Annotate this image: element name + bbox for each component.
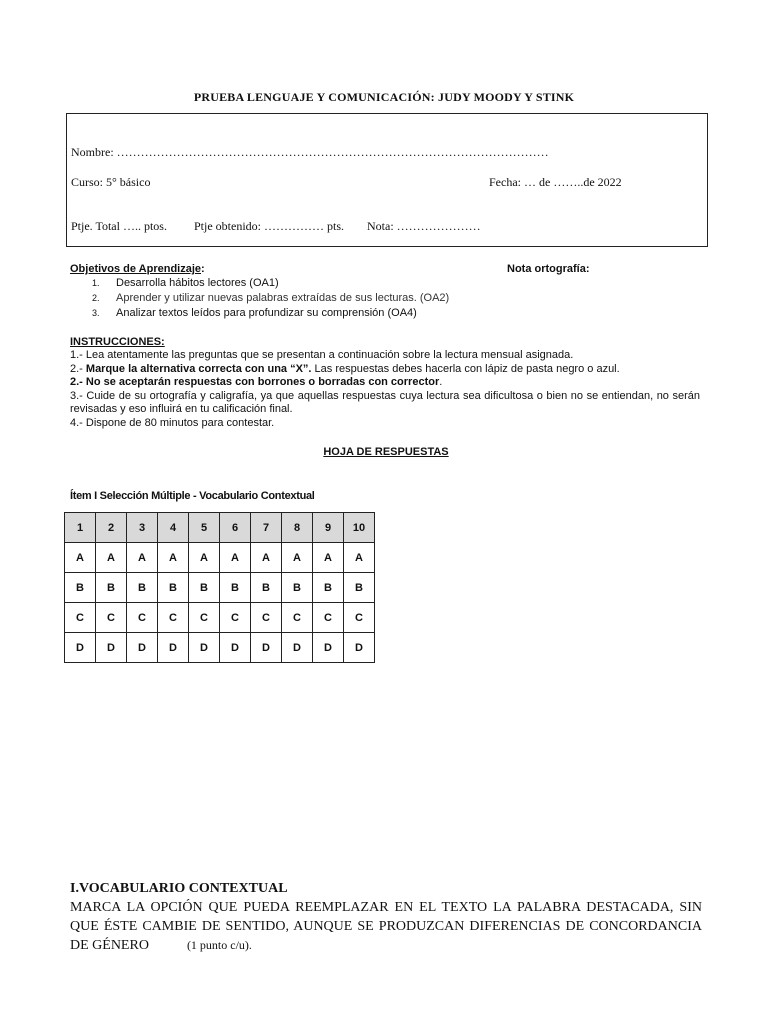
answer-cell[interactable]: D (127, 633, 158, 663)
answer-cell[interactable]: A (344, 543, 375, 573)
answer-cell[interactable]: A (65, 543, 96, 573)
instruction-3: 2.- No se aceptarán respuestas con borrones o borradas con corrector. (70, 376, 443, 388)
question-number: 4 (158, 513, 189, 543)
answer-cell[interactable]: B (65, 573, 96, 603)
answer-cell[interactable]: A (96, 543, 127, 573)
page-title: PRUEBA LENGUAJE Y COMUNICACIÓN: JUDY MOODY Y STINK (193, 90, 575, 104)
answer-cell[interactable]: D (344, 633, 375, 663)
answer-row-d (65, 633, 375, 663)
answer-cell[interactable]: C (344, 603, 375, 633)
answer-cell[interactable]: D (220, 633, 251, 663)
nombre-field[interactable]: Nombre: ……………………………………………………………………………………………… (71, 145, 549, 159)
instrucciones-list (70, 349, 700, 430)
answer-cell[interactable]: D (158, 633, 189, 663)
question-number: 3 (127, 513, 158, 543)
answer-cell[interactable]: A (127, 543, 158, 573)
answer-row-a (65, 543, 375, 573)
answer-table-header (65, 513, 375, 543)
question-number: 5 (189, 513, 220, 543)
question-number: 10 (344, 513, 375, 543)
answer-cell[interactable]: B (158, 573, 189, 603)
answer-cell[interactable]: C (251, 603, 282, 633)
instruction-5: 4.- Dispone de 80 minutos para contestar. (70, 416, 275, 429)
answer-cell[interactable]: C (189, 603, 220, 633)
answer-cell[interactable]: D (313, 633, 344, 663)
instruction-2: 2.- Marque la alternativa correcta con una “X”. Las respuestas debes hacerla con lápiz de pasta negro o azul. (70, 362, 620, 375)
answer-cell[interactable]: C (127, 603, 158, 633)
answer-table (64, 512, 375, 663)
answer-cell[interactable]: C (96, 603, 127, 633)
answer-cell[interactable]: B (313, 573, 344, 603)
answer-row-b (65, 573, 375, 603)
answer-cell[interactable]: D (189, 633, 220, 663)
answer-cell[interactable]: D (282, 633, 313, 663)
answer-cell[interactable]: B (96, 573, 127, 603)
section-title: I.VOCABULARIO CONTEXTUAL (70, 881, 288, 896)
fecha-field[interactable]: Fecha: … de ……..de 2022 (489, 175, 622, 189)
section-instructions (70, 898, 702, 955)
answer-cell[interactable]: B (220, 573, 251, 603)
answer-cell[interactable]: C (65, 603, 96, 633)
answer-cell[interactable]: C (220, 603, 251, 633)
ptje-total-field: Ptje. Total ….. ptos. (71, 219, 167, 233)
ptje-obtenido-field: Ptje obtenido: …………… pts. (194, 219, 344, 233)
question-number: 9 (313, 513, 344, 543)
answer-cell[interactable]: A (220, 543, 251, 573)
answer-cell[interactable]: D (251, 633, 282, 663)
question-number: 8 (282, 513, 313, 543)
answer-cell[interactable]: A (251, 543, 282, 573)
instrucciones-heading: INSTRUCCIONES: (70, 336, 165, 348)
nota-ortografia-label: Nota ortografía: (507, 263, 590, 275)
question-number: 7 (251, 513, 282, 543)
question-number: 1 (65, 513, 96, 543)
answer-cell[interactable]: C (313, 603, 344, 633)
answer-cell[interactable]: B (127, 573, 158, 603)
answer-cell[interactable]: B (344, 573, 375, 603)
answer-cell[interactable]: D (65, 633, 96, 663)
answer-row-c (65, 603, 375, 633)
curso-label: Curso: 5° básico (71, 175, 151, 189)
answer-cell[interactable]: A (189, 543, 220, 573)
nota-field: Nota: ………………… (367, 219, 481, 233)
item-heading: Ítem I Selección Múltiple - Vocabulario Contextual (70, 490, 315, 502)
student-info-box (66, 113, 708, 247)
objetivos-heading: Objetivos de Aprendizaje: (70, 263, 205, 275)
answer-cell[interactable]: A (282, 543, 313, 573)
answer-cell[interactable]: A (158, 543, 189, 573)
section-body-text: MARCA LA OPCIÓN QUE PUEDA REEMPLAZAR EN EL TEXTO LA PALABRA DESTACADA, SIN QUE ÉSTE CAMBIE DE SENTIDO, AUNQUE SE PRODUZCAN DIFERENCIAS DE CONCORDANCIA DE GÉNERO (70, 900, 702, 953)
answer-cell[interactable]: C (282, 603, 313, 633)
instruction-4: 3.- Cuide de su ortografía y caligrafía, ya que aquellas respuestas cuya lectura sea dificultosa o bien no se entiendan, no serán revisadas y eso influirá en tu calificación final. (70, 389, 700, 415)
instruction-1: 1.- Lea atentamente las preguntas que se presentan a continuación sobre la lectura mensual asignada. (70, 349, 574, 361)
answer-cell[interactable]: B (251, 573, 282, 603)
points-note: (1 punto c/u). (186, 938, 252, 952)
answer-cell[interactable]: D (96, 633, 127, 663)
answer-sheet-heading: HOJA DE RESPUESTAS (323, 446, 449, 458)
answer-cell[interactable]: A (313, 543, 344, 573)
question-number: 2 (96, 513, 127, 543)
answer-cell[interactable]: B (189, 573, 220, 603)
question-number: 6 (220, 513, 251, 543)
answer-cell[interactable]: B (282, 573, 313, 603)
answer-cell[interactable]: C (158, 603, 189, 633)
